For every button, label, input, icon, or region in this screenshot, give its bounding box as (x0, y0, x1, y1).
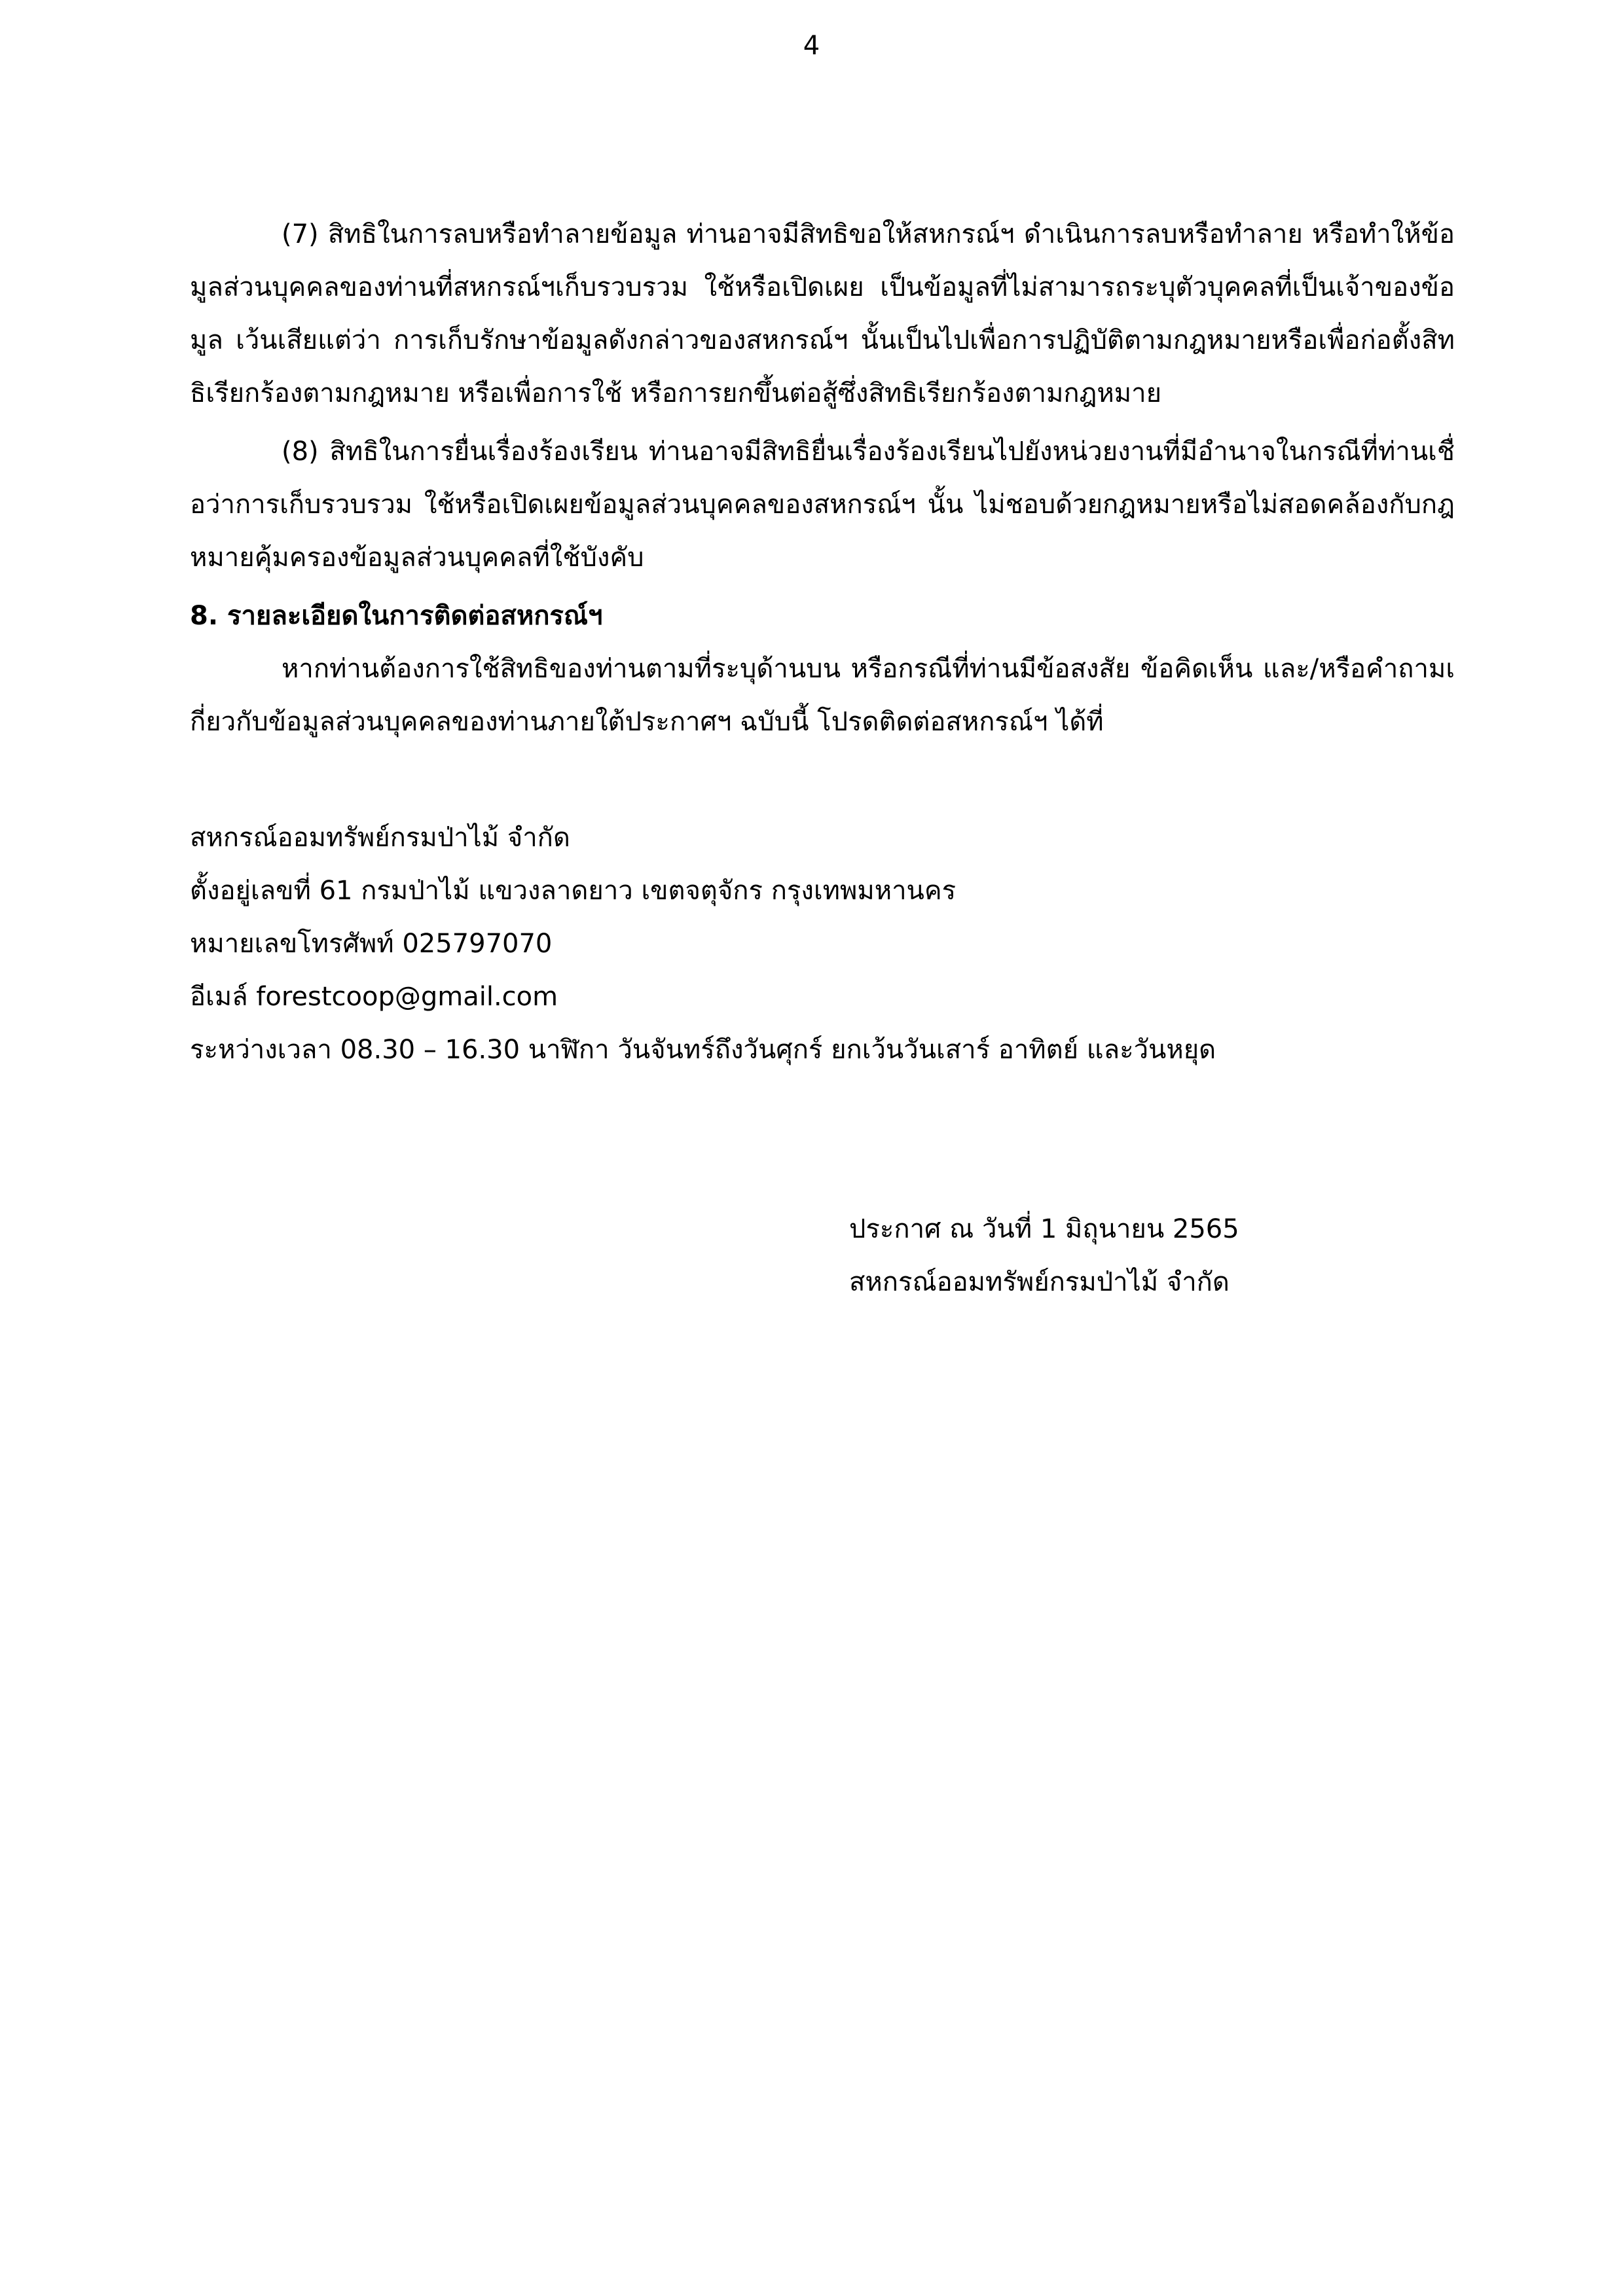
signature-block (849, 1203, 1239, 1309)
contact-email: อีเมล์ forestcoop@gmail.com (190, 982, 558, 1012)
contact-name: สหกรณ์ออมทรัพย์กรมป่าไม้ จำกัด (190, 823, 570, 853)
paragraph-right-to-complain: (8) สิทธิในการยื่นเรื่องร้องเรียน ท่านอาจมีสิทธิยื่นเรื่องร้องเรียนไปยังหน่วยงานที่มีอำนาจในกรณีที่ท่านเชื่อว่าการเก็บรวบรวม ใช้หรือเปิดเผยข้อมูลส่วนบุคคลของสหกรณ์ฯ นั้น ไม่ชอบด้วยกฎหมายหรือไม่สอดคล้องกับกฎหมายคุ้มครองข้อมูลส่วนบุคคลที่ใช้บังคับ (190, 437, 1455, 573)
signature-org: สหกรณ์ออมทรัพย์กรมป่าไม้ จำกัด (849, 1267, 1230, 1297)
contact-phone: หมายเลขโทรศัพท์ 025797070 (190, 929, 553, 959)
contact-block (190, 812, 1455, 1077)
page-number: 4 (803, 31, 820, 61)
announcement-date: ประกาศ ณ วันที่ 1 มิถุนายน 2565 (849, 1214, 1239, 1244)
contact-address: ตั้งอยู่เลขที่ 61 กรมป่าไม้ แขวงลาดยาว เขตจตุจักร กรุงเทพมหานคร (190, 876, 957, 906)
section-8-heading: 8. รายละเอียดในการติดต่อสหกรณ์ฯ (190, 601, 603, 631)
contact-hours: ระหว่างเวลา 08.30 – 16.30 นาฬิกา วันจันทร์ถึงวันศุกร์ ยกเว้นวันเสาร์ อาทิตย์ และวันหยุด (190, 1035, 1216, 1065)
section-8-body: หากท่านต้องการใช้สิทธิของท่านตามที่ระบุด้านบน หรือกรณีที่ท่านมีข้อสงสัย ข้อคิดเห็น และ/หรือคำถามเกี่ยวกับข้อมูลส่วนบุคคลของท่านภายใต้ประกาศฯ ฉบับนี้ โปรดติดต่อสหกรณ์ฯ ได้ที่ (190, 654, 1455, 737)
paragraph-right-to-erasure: (7) สิทธิในการลบหรือทำลายข้อมูล ท่านอาจมีสิทธิขอให้สหกรณ์ฯ ดำเนินการลบหรือทำลาย หรือทำให้ข้อมูลส่วนบุคคลของท่านที่สหกรณ์ฯเก็บรวบรวม ใช้หรือเปิดเผย เป็นข้อมูลที่ไม่สามารถระบุตัวบุคคลที่เป็นเจ้าของข้อมูล เว้นเสียแต่ว่า การเก็บรักษาข้อมูลดังกล่าวของสหกรณ์ฯ นั้นเป็นไปเพื่อการปฏิบัติตามกฎหมายหรือเพื่อก่อตั้งสิทธิเรียกร้องตามกฎหมาย หรือเพื่อการใช้ หรือการยกขึ้นต่อสู้ซึ่งสิทธิเรียกร้องตามกฎหมาย (190, 219, 1455, 408)
document-body (190, 208, 1455, 754)
